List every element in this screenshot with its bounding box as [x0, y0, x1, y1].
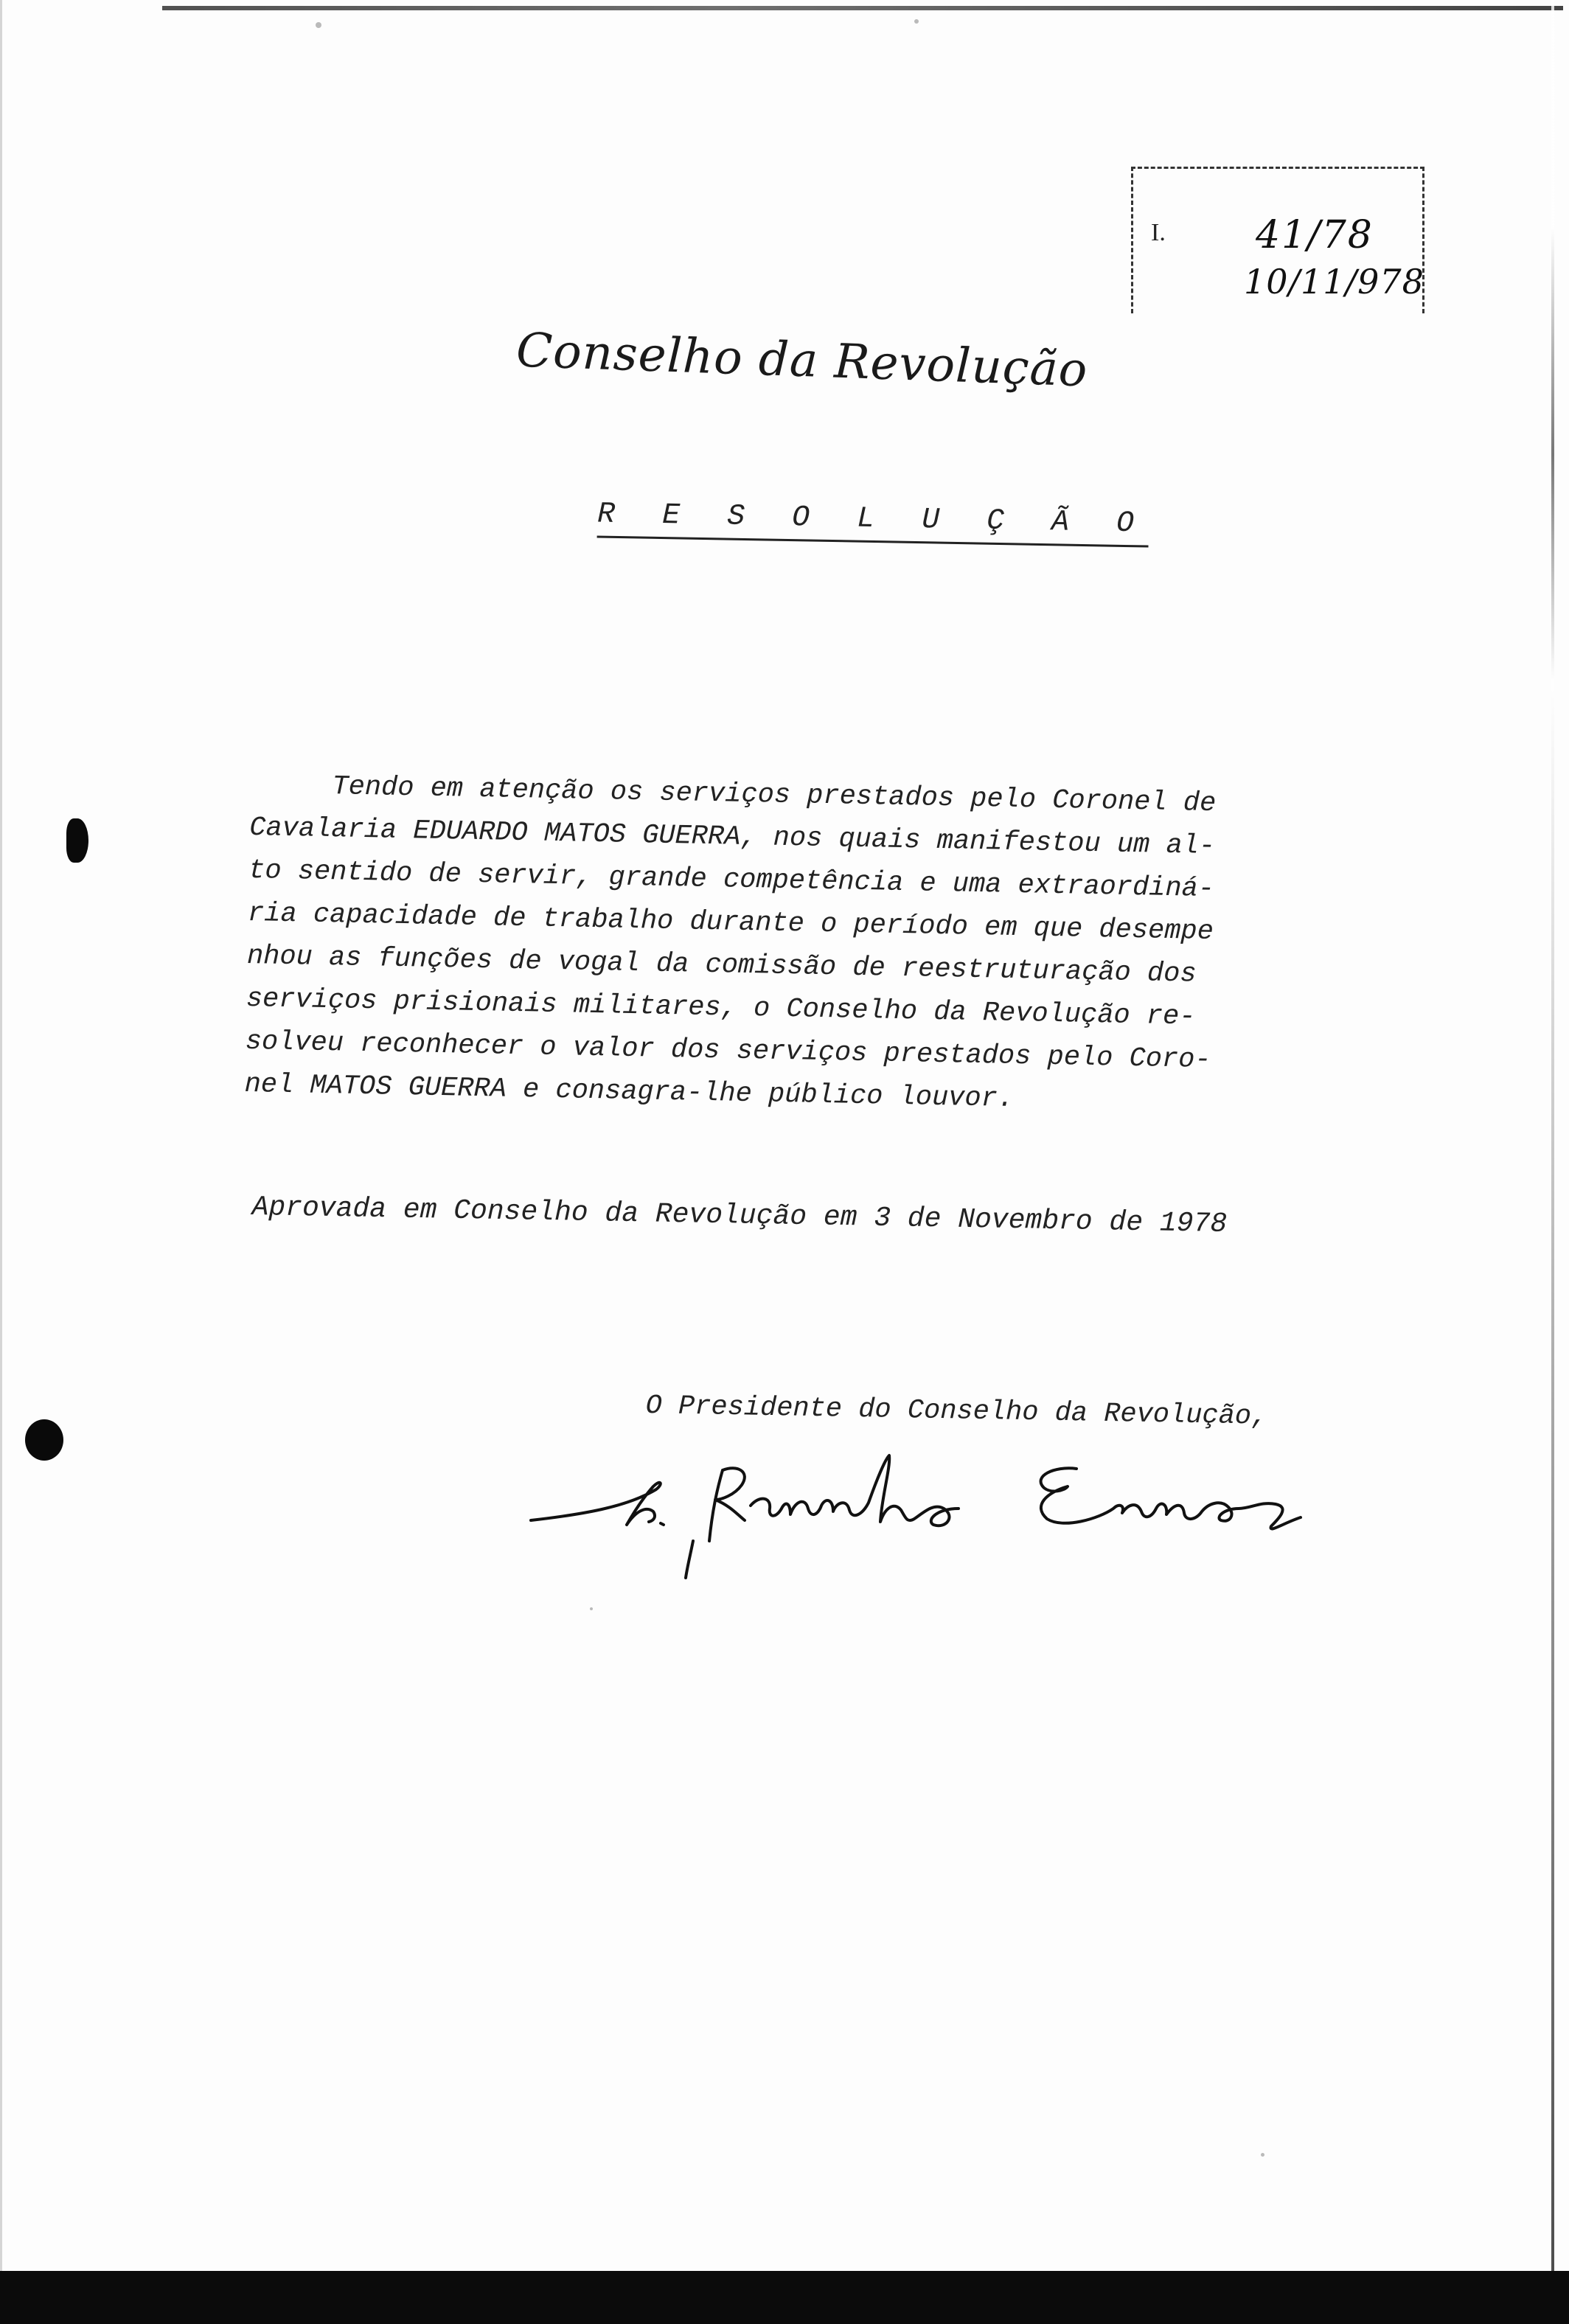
punch-hole — [66, 818, 88, 863]
scan-edge-bottom — [0, 2271, 1569, 2324]
body-line: Cavalaria EDUARDO MATOS GUERRA, nos quais manifestou um al- — [248, 812, 1216, 863]
body-line: ria capacidade de trabalho durante o período em que desempe — [247, 897, 1214, 948]
scan-edge-top — [162, 6, 1563, 10]
document-title: R E S O L U Ç Ã O — [597, 498, 1149, 547]
scan-speckle — [1261, 2153, 1264, 2157]
approval-line: Aprovada em Conselho da Revolução em 3 de Novembro de 1978 — [251, 1191, 1228, 1241]
body-line: serviços prisionais militares, o Conselho da Revolução re- — [246, 983, 1196, 1033]
handwritten-signature — [516, 1438, 1371, 1585]
resolution-body — [244, 764, 1386, 1127]
punch-hole — [25, 1419, 63, 1461]
registry-stamp — [1131, 167, 1424, 313]
body-line: nel MATOS GUERRA e consagra-lhe público louvor. — [244, 1068, 1015, 1115]
scan-speckle — [590, 1607, 593, 1610]
scan-speckle — [316, 22, 321, 28]
body-line: solveu reconhecer o valor dos serviços prestados pelo Coro- — [245, 1026, 1211, 1076]
stamp-date: 10/11/978 — [1244, 262, 1424, 302]
scan-edge-right — [1551, 0, 1554, 2271]
letterhead: Conselho da Revolução — [515, 323, 1089, 398]
scan-edge-left — [0, 0, 2, 2271]
body-line: nhou as funções de vogal da comissão de reestruturação dos — [246, 940, 1197, 990]
scan-speckle — [914, 19, 919, 24]
body-line: to sentido de servir, grande competência e uma extraordiná- — [248, 855, 1215, 905]
stamp-prefix: I. — [1151, 219, 1166, 246]
signatory-title: O Presidente do Conselho da Revolução, — [645, 1391, 1268, 1433]
body-line: Tendo em atenção os serviços prestados pelo Coronel de — [250, 769, 1217, 820]
stamp-number: 41/78 — [1256, 213, 1374, 257]
